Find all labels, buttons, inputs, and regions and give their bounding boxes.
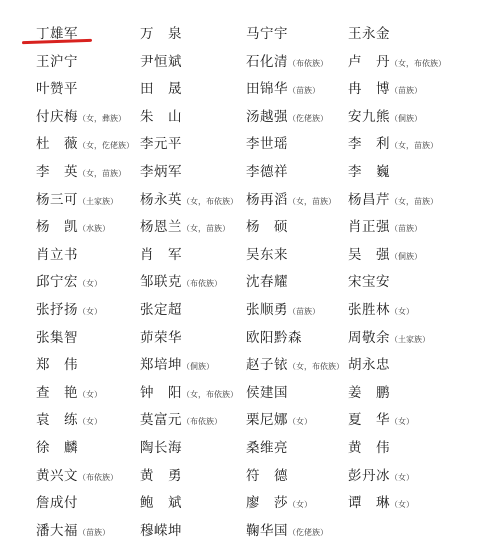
person-name: 张定超 <box>140 302 182 318</box>
person-name: 杨再滔 <box>246 191 288 208</box>
name-entry <box>36 324 78 350</box>
person-note: （女） <box>78 279 102 289</box>
person-name: 侯建国 <box>246 384 288 401</box>
name-entry <box>140 517 182 543</box>
name-row <box>0 103 480 129</box>
person-name: 卢 丹 <box>348 53 390 70</box>
name-row <box>0 406 480 432</box>
person-name: 吴 强 <box>348 246 390 263</box>
name-row <box>0 517 480 543</box>
person-name: 钟 阳 <box>140 384 182 401</box>
person-name: 黄 勇 <box>140 467 182 484</box>
name-entry <box>348 213 422 239</box>
person-name: 张胜林 <box>348 302 390 318</box>
person-note: （女，苗族） <box>78 169 126 178</box>
name-entry <box>140 434 182 460</box>
person-name: 符 德 <box>246 467 288 484</box>
name-entry <box>348 406 414 432</box>
person-name: 田 晟 <box>140 81 182 98</box>
person-note: （苗族） <box>390 86 422 96</box>
name-entry <box>140 351 214 377</box>
person-name: 李元平 <box>140 136 182 153</box>
person-name: 黄 伟 <box>348 440 390 456</box>
name-entry <box>140 241 182 267</box>
name-entry <box>246 324 302 350</box>
name-entry <box>140 489 182 515</box>
name-row <box>0 324 480 350</box>
person-name: 邹联克 <box>140 274 182 291</box>
person-name: 杨昌芹 <box>348 191 390 208</box>
name-row <box>0 434 480 460</box>
person-name: 郑 伟 <box>36 357 78 374</box>
name-entry <box>36 406 102 432</box>
person-note: （女） <box>288 500 312 510</box>
person-name: 李炳军 <box>140 164 182 180</box>
person-name: 鲍 斌 <box>140 495 182 512</box>
name-entry <box>140 213 230 239</box>
name-entry <box>348 75 422 101</box>
person-note: （女，仡佬族） <box>78 141 134 151</box>
person-name: 姜 鹏 <box>348 384 390 401</box>
person-name: 李 英 <box>36 164 78 180</box>
name-entry <box>348 186 438 212</box>
person-note: （侗族） <box>390 251 422 261</box>
name-entry <box>140 186 238 212</box>
person-note: （布依族） <box>78 472 118 482</box>
person-note: （女） <box>390 307 414 316</box>
person-note: （苗族） <box>78 527 110 537</box>
person-name: 朱 山 <box>140 108 182 125</box>
name-entry <box>246 48 328 74</box>
person-name: 桑维亮 <box>246 440 288 456</box>
name-entry <box>348 158 390 184</box>
name-entry <box>36 517 110 543</box>
name-entry <box>246 434 288 460</box>
name-entry <box>246 103 328 129</box>
name-entry <box>348 296 414 322</box>
person-name: 赵子铱 <box>246 357 288 374</box>
name-entry <box>246 20 288 46</box>
name-row <box>0 351 480 377</box>
name-entry <box>246 158 288 184</box>
name-row <box>0 241 480 267</box>
person-name: 徐 麟 <box>36 440 78 456</box>
person-note: （女，布依族） <box>390 58 446 68</box>
name-entry <box>246 186 336 212</box>
name-entry <box>36 158 126 184</box>
name-entry <box>348 268 390 294</box>
person-name: 肖正强 <box>348 219 390 236</box>
person-name: 杨 凯 <box>36 219 78 236</box>
name-entry <box>36 379 102 405</box>
person-note: （女，苗族） <box>390 141 438 151</box>
person-note: （女，布依族） <box>182 196 238 206</box>
person-name: 叶赞平 <box>36 81 78 98</box>
person-name: 杨恩兰 <box>140 219 182 236</box>
person-note: （女） <box>390 472 414 482</box>
name-entry <box>348 379 390 405</box>
name-entry <box>246 489 312 515</box>
person-note: （女） <box>390 500 414 510</box>
name-entry <box>140 268 222 294</box>
name-entry <box>246 462 288 488</box>
person-note: （苗族） <box>288 86 320 96</box>
name-row <box>0 489 480 515</box>
person-name: 吴东来 <box>246 246 288 263</box>
person-name: 王永金 <box>348 26 390 42</box>
person-name: 杨 硕 <box>246 219 288 236</box>
person-name: 栗尼娜 <box>246 412 288 429</box>
name-entry <box>348 130 438 156</box>
person-note: （布依族） <box>182 417 222 427</box>
person-name: 杨永英 <box>140 191 182 208</box>
name-entry <box>140 462 182 488</box>
name-entry <box>140 48 182 74</box>
name-row <box>0 158 480 184</box>
person-name: 茆荣华 <box>140 329 182 346</box>
name-entry <box>36 434 78 460</box>
name-entry <box>348 462 414 488</box>
person-name: 查 艳 <box>36 384 78 401</box>
person-name: 冉 博 <box>348 81 390 98</box>
person-note: （侗族） <box>182 362 214 372</box>
name-entry <box>246 296 320 322</box>
person-name: 李 利 <box>348 136 390 153</box>
person-name: 肖立书 <box>36 246 78 263</box>
person-name: 郑培坤 <box>140 357 182 374</box>
person-name: 张集智 <box>36 329 78 346</box>
person-name: 陶长海 <box>140 440 182 456</box>
person-name: 詹成付 <box>36 495 78 512</box>
person-note: （女，布依族） <box>288 362 344 372</box>
name-row <box>0 48 480 74</box>
person-name: 万 泉 <box>140 26 182 42</box>
person-name: 付庆梅 <box>36 108 78 125</box>
name-entry <box>36 296 102 322</box>
name-entry <box>140 103 182 129</box>
person-note: （女，苗族） <box>390 196 438 206</box>
name-entry <box>246 213 288 239</box>
person-note: （侗族） <box>390 113 422 123</box>
name-entry <box>348 351 390 377</box>
name-entry <box>36 48 78 74</box>
name-entry <box>246 517 328 543</box>
person-note: （女，布依族） <box>182 389 238 399</box>
name-row <box>0 268 480 294</box>
person-note: （女） <box>78 389 102 399</box>
name-entry <box>36 103 126 129</box>
person-name: 欧阳黔森 <box>246 329 302 346</box>
name-entry <box>348 324 430 350</box>
person-note: （水族） <box>78 224 110 234</box>
name-entry <box>348 489 414 515</box>
name-entry <box>36 20 78 46</box>
person-name: 袁 练 <box>36 412 78 429</box>
name-entry <box>348 20 390 46</box>
name-row <box>0 130 480 156</box>
person-name: 李 巍 <box>348 164 390 180</box>
person-note: （仡佬族） <box>288 113 328 123</box>
person-name: 邱宁宏 <box>36 274 78 291</box>
person-name: 张顺勇 <box>246 302 288 318</box>
name-entry <box>36 462 118 488</box>
person-note: （女，苗族） <box>182 224 230 234</box>
name-entry <box>246 268 288 294</box>
name-entry <box>348 434 390 460</box>
name-entry <box>140 379 238 405</box>
person-name: 安九熊 <box>348 108 390 125</box>
person-name: 彭丹冰 <box>348 467 390 484</box>
name-entry <box>140 20 182 46</box>
name-row <box>0 296 480 322</box>
person-note: （土家族） <box>78 196 118 206</box>
name-entry <box>246 241 288 267</box>
name-entry <box>140 158 182 184</box>
name-row <box>0 462 480 488</box>
person-name: 穆嵘坤 <box>140 522 182 539</box>
person-note: （女） <box>78 417 102 427</box>
person-name: 胡永忠 <box>348 357 390 374</box>
name-entry <box>36 186 118 212</box>
name-row <box>0 213 480 239</box>
person-name: 汤越强 <box>246 108 288 125</box>
name-entry <box>246 406 312 432</box>
person-name: 李德祥 <box>246 164 288 180</box>
name-entry <box>36 268 102 294</box>
name-row <box>0 20 480 46</box>
name-row <box>0 379 480 405</box>
person-name: 潘大福 <box>36 522 78 539</box>
name-entry <box>246 130 288 156</box>
name-entry <box>246 351 344 377</box>
name-entry <box>140 324 182 350</box>
name-entry <box>36 213 110 239</box>
person-name: 张抒扬 <box>36 302 78 318</box>
name-entry <box>348 103 422 129</box>
name-entry <box>36 130 134 156</box>
person-name: 谭 琳 <box>348 495 390 512</box>
person-name: 李世瑶 <box>246 136 288 153</box>
person-name: 黄兴文 <box>36 467 78 484</box>
name-entry <box>348 48 446 74</box>
person-name: 周敬余 <box>348 329 390 346</box>
person-name: 夏 华 <box>348 412 390 429</box>
person-name: 田锦华 <box>246 81 288 98</box>
name-entry <box>348 241 422 267</box>
person-note: （苗族） <box>390 224 422 234</box>
person-name: 石化清 <box>246 53 288 70</box>
name-entry <box>140 296 182 322</box>
person-note: （布依族） <box>182 279 222 289</box>
person-note: （女） <box>78 307 102 316</box>
name-row <box>0 186 480 212</box>
person-note: （布依族） <box>288 58 328 68</box>
name-row <box>0 75 480 101</box>
person-name: 杜 薇 <box>36 136 78 153</box>
name-entry <box>246 379 288 405</box>
person-note: （女，苗族） <box>288 196 336 206</box>
person-name: 鞠华国 <box>246 522 288 539</box>
person-note: （女，彝族） <box>78 113 126 123</box>
person-note: （土家族） <box>390 334 430 344</box>
person-name: 宋宝安 <box>348 274 390 291</box>
name-entry <box>246 75 320 101</box>
person-note: （苗族） <box>288 307 320 316</box>
person-name: 莫富元 <box>140 412 182 429</box>
person-name: 沈春耀 <box>246 274 288 291</box>
name-entry <box>140 130 182 156</box>
person-name: 杨三可 <box>36 191 78 208</box>
person-note: （仡佬族） <box>288 527 328 537</box>
person-name: 丁雄军 <box>36 26 78 42</box>
name-entry <box>140 75 182 101</box>
person-name: 马宁宇 <box>246 26 288 42</box>
person-name: 肖 军 <box>140 246 182 263</box>
name-entry <box>36 75 78 101</box>
name-entry <box>36 241 78 267</box>
person-note: （女） <box>288 417 312 427</box>
person-name: 廖 莎 <box>246 495 288 512</box>
name-entry <box>36 351 78 377</box>
name-entry <box>36 489 78 515</box>
person-name: 尹恒斌 <box>140 53 182 70</box>
person-name: 王沪宁 <box>36 53 78 70</box>
person-note: （女） <box>390 417 414 427</box>
name-entry <box>140 406 222 432</box>
